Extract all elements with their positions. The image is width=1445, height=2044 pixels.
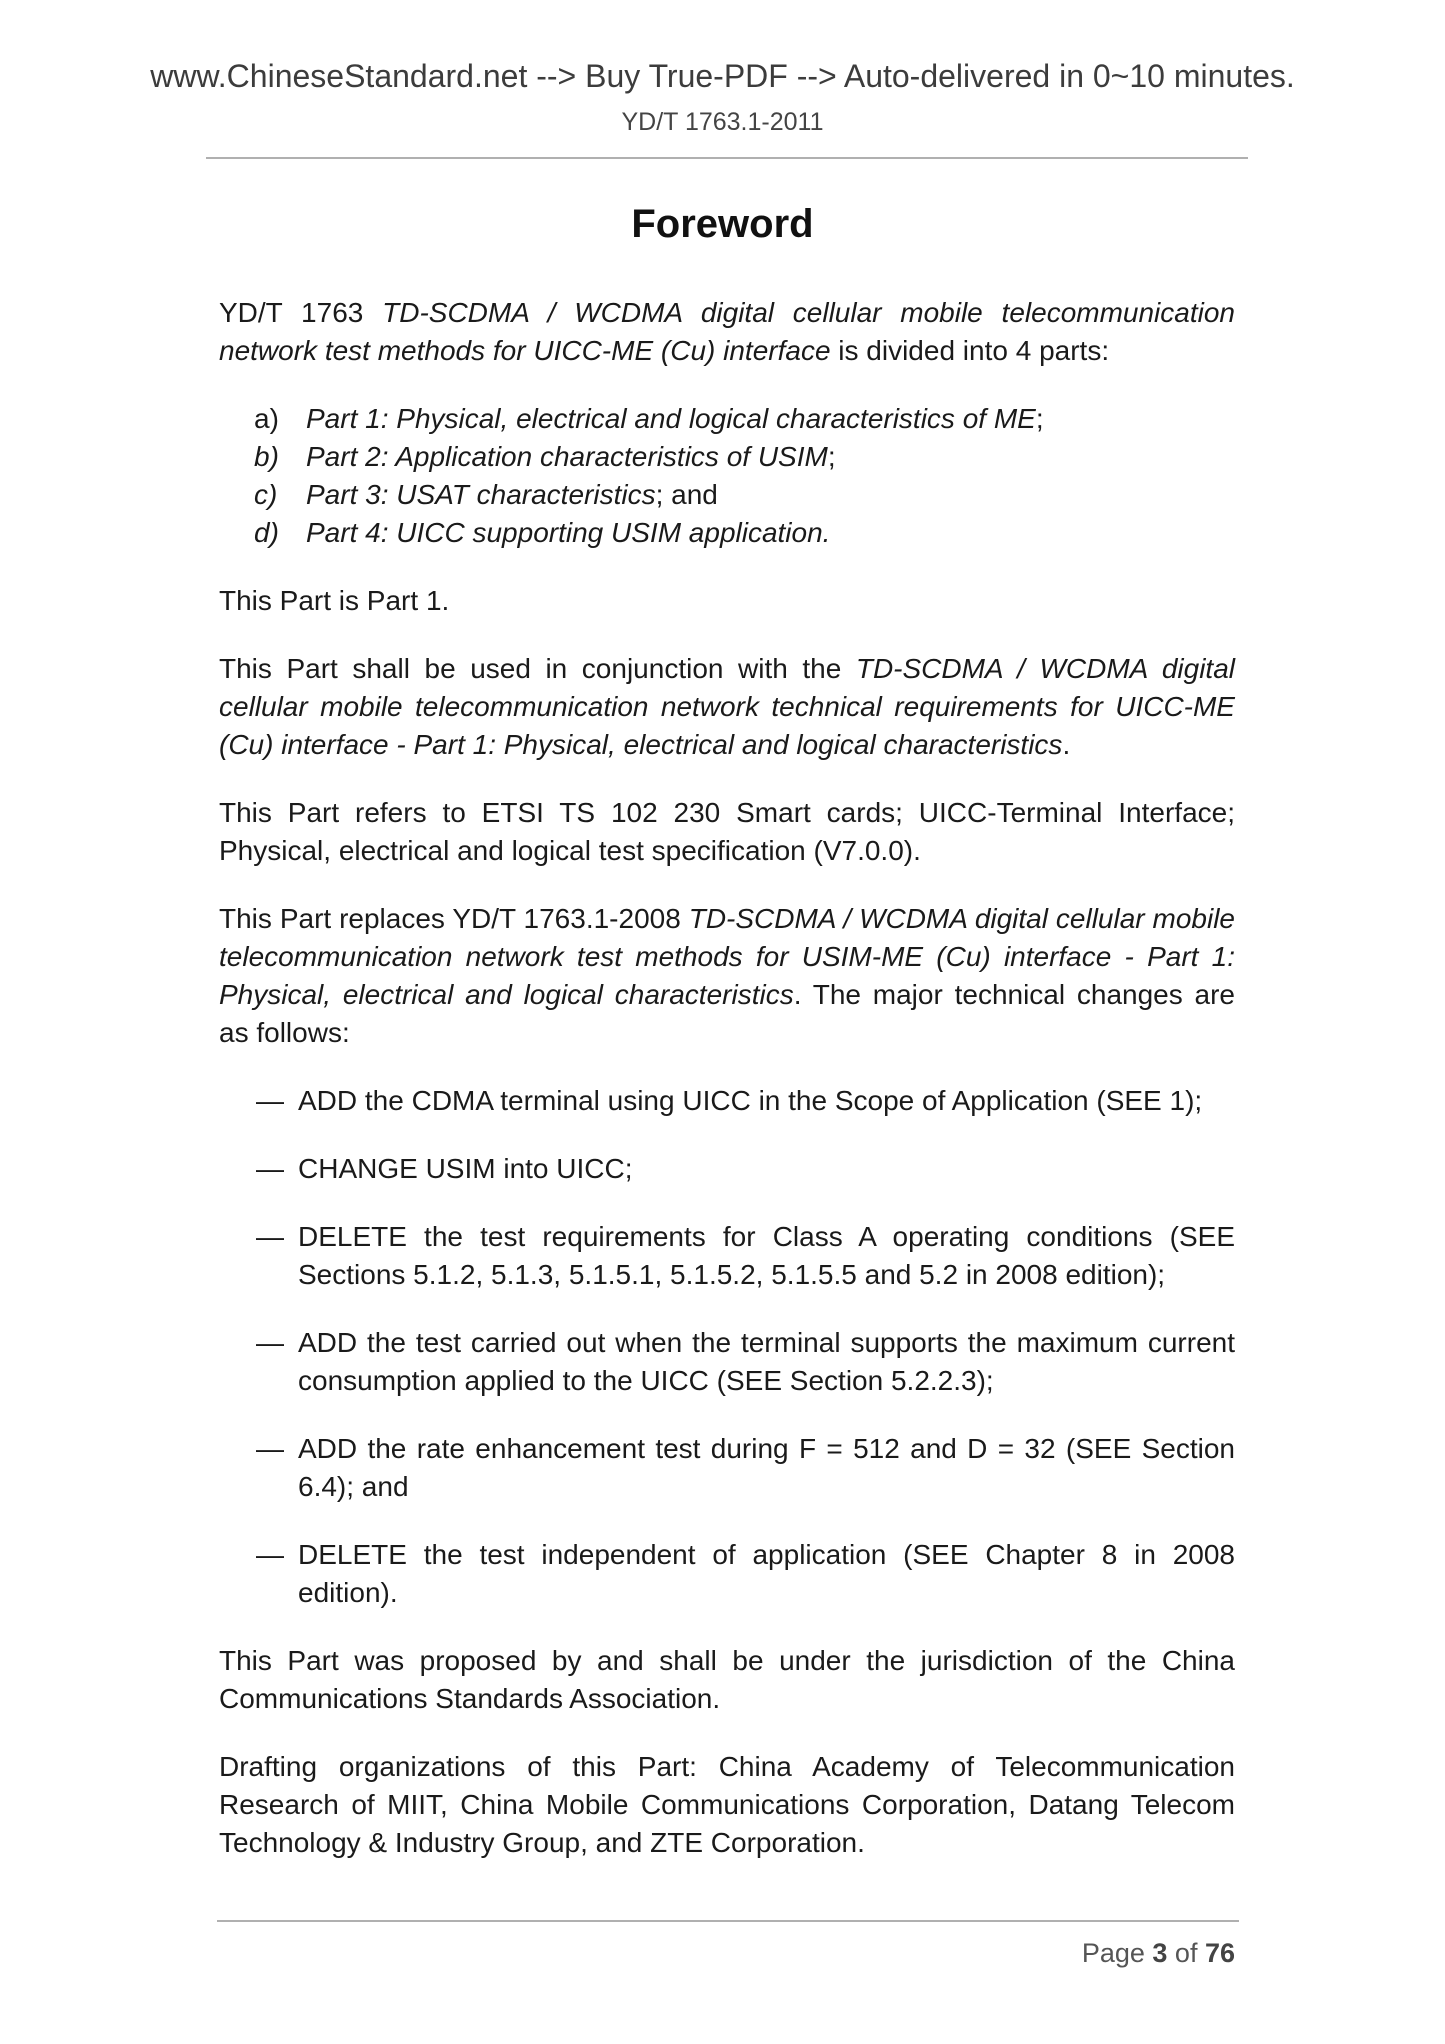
standard-title: TD-SCDMA / WCDMA digital cellular mobile telecommunication network technical requirements for UICC-ME (Cu) interface - Part 1: Physical, electrical and logical characteristics — [219, 653, 1235, 760]
list-label: c) — [254, 479, 278, 510]
page-number — [1082, 1938, 1235, 1969]
change-item — [219, 1150, 1235, 1188]
promo-banner: www.ChineseStandard.net --> Buy True-PDF --> Auto-delivered in 0~10 minutes. — [150, 58, 1295, 94]
intro-paragraph — [219, 294, 1235, 370]
standard-title: TD-SCDMA / WCDMA digital cellular mobile telecommunication network test methods for UICC-ME (Cu) interface — [219, 297, 1235, 366]
list-item — [219, 438, 1235, 476]
text: Page — [1081, 1938, 1153, 1968]
current-page: 3 — [1152, 1938, 1168, 1968]
list-item — [219, 476, 1235, 514]
document-id: YD/T 1763.1-2011 — [621, 108, 824, 136]
total-pages: 76 — [1204, 1938, 1235, 1968]
part-title: Part 2: Application characteristics of USIM — [306, 441, 828, 472]
part-title: Part 1: Physical, electrical and logical characteristics of ME — [306, 403, 1036, 434]
text: ; — [827, 441, 836, 472]
header-divider — [206, 157, 1248, 159]
dash-bullet: — — [256, 1085, 284, 1116]
change-text: DELETE the test independent of application (SEE Chapter 8 in 2008 edition). — [298, 1539, 1235, 1608]
text: of — [1167, 1938, 1205, 1968]
list-label: a) — [254, 403, 279, 434]
change-item — [219, 1218, 1235, 1294]
part-title: Part 3: USAT characteristics — [306, 479, 656, 510]
text: ; and — [655, 479, 718, 510]
text: ; — [1035, 403, 1044, 434]
dash-bullet: — — [256, 1221, 284, 1252]
part-title: Part 4: UICC supporting USIM application. — [306, 517, 831, 548]
list-label: b) — [254, 441, 279, 472]
dash-bullet: — — [256, 1539, 284, 1570]
paragraph: This Part was proposed by and shall be under the jurisdiction of the China Communications Standards Association. — [219, 1645, 1235, 1714]
dash-bullet: — — [256, 1327, 284, 1358]
foreword-body — [219, 294, 1235, 1892]
change-text: DELETE the test requirements for Class A operating conditions (SEE Sections 5.1.2, 5.1.3, 5.1.5.1, 5.1.5.2, 5.1.5.5 and 5.2 in 2008 edition); — [298, 1221, 1235, 1290]
page-title: Foreword — [631, 202, 814, 246]
change-text: ADD the CDMA terminal using UICC in the Scope of Application (SEE 1); — [298, 1085, 1203, 1116]
dash-bullet: — — [256, 1153, 284, 1184]
text: . — [1062, 729, 1071, 760]
text: is divided into 4 parts: — [830, 335, 1110, 366]
paragraph — [219, 900, 1235, 1052]
change-item — [219, 1324, 1235, 1400]
change-text: ADD the rate enhancement test during F = 512 and D = 32 (SEE Section 6.4); and — [298, 1433, 1235, 1502]
change-item — [219, 1430, 1235, 1506]
paragraph: This Part refers to ETSI TS 102 230 Smart cards; UICC-Terminal Interface; Physical, electrical and logical test specification (V7.0.0). — [219, 797, 1235, 866]
change-text: CHANGE USIM into UICC; — [298, 1153, 633, 1184]
change-text: ADD the test carried out when the terminal supports the maximum current consumption applied to the UICC (SEE Section 5.2.2.3); — [298, 1327, 1235, 1396]
standard-title: TD-SCDMA / WCDMA digital cellular mobile telecommunication network test methods for USIM-ME (Cu) interface - Part 1: Physical, electrical and logical characteristics — [219, 903, 1236, 1010]
paragraph — [219, 650, 1235, 764]
change-item — [219, 1082, 1235, 1120]
change-item — [219, 1536, 1235, 1612]
dash-bullet: — — [256, 1433, 284, 1464]
text: YD/T 1763 — [219, 297, 383, 328]
list-item — [219, 400, 1235, 438]
parts-list — [219, 400, 1235, 552]
text: . The major technical changes are as follows: — [219, 979, 1235, 1048]
list-label: d) — [254, 517, 279, 548]
paragraph: Drafting organizations of this Part: China Academy of Telecommunication Research of MIIT, China Mobile Communications Corporation, Datang Telecom Technology & Industry Group, and ZTE Corporation. — [219, 1751, 1235, 1858]
paragraph: This Part is Part 1. — [219, 585, 450, 616]
footer-divider — [217, 1920, 1239, 1922]
list-item — [219, 514, 1235, 552]
text: This Part replaces YD/T 1763.1-2008 — [219, 903, 689, 934]
text: This Part shall be used in conjunction with the — [219, 653, 856, 684]
